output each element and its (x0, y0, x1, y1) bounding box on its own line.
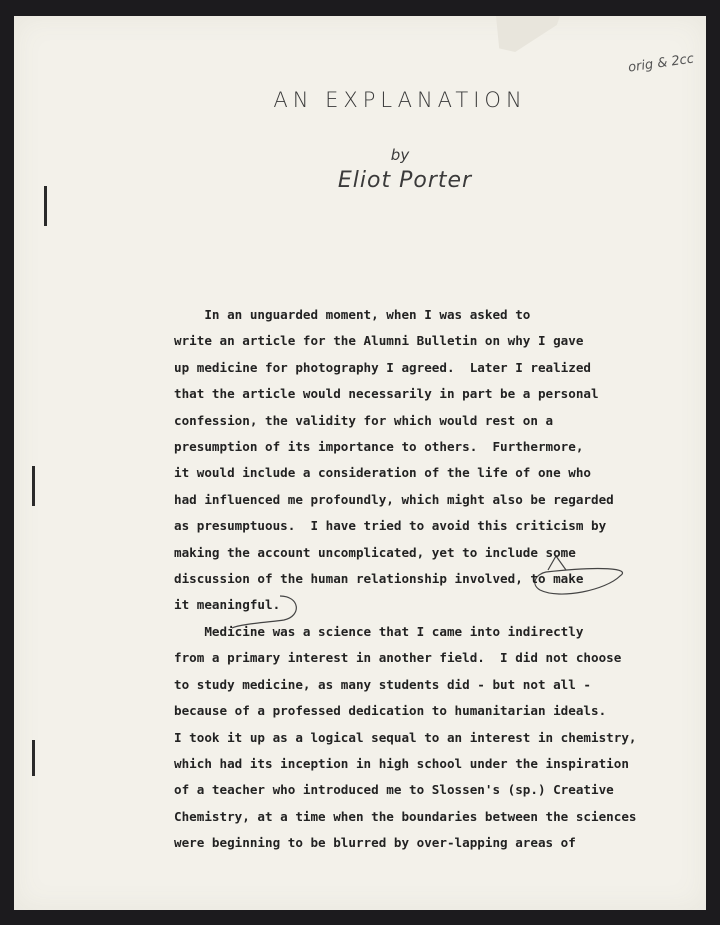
text-line: it meaningful. (174, 597, 281, 613)
text-line: which had its inception in high school under the inspiration (174, 755, 629, 771)
staple-hole-middle (32, 466, 35, 506)
author-name: Eliot Porter (337, 168, 473, 193)
page-title: AN EXPLANATION (273, 88, 527, 112)
text-line: it would include a consideration of the life of one who (174, 465, 592, 481)
text-line: confession, the validity for which would rest on a (174, 412, 554, 428)
text-line: that the article would necessarily in part be a personal (174, 386, 599, 402)
text-line: presumption of its importance to others. Furthermore, (174, 439, 584, 455)
byline: by (390, 146, 410, 164)
body-text (174, 302, 694, 857)
text-line: from a primary interest in another field. I did not choose (174, 650, 622, 666)
text-line: I took it up as a logical sequal to an interest in chemistry, (174, 729, 637, 745)
text-line: of a teacher who introduced me to Slossen's (sp.) Creative (174, 782, 614, 798)
text-line: In an unguarded moment, when I was asked to (174, 307, 531, 322)
text-line: write an article for the Alumni Bulletin on why I gave (174, 333, 584, 349)
text-line: up medicine for photography I agreed. Later I realized (174, 359, 592, 375)
text-line: to study medicine, as many students did - but not all - (174, 676, 592, 692)
text-line: Medicine was a science that I came into indirectly (174, 623, 584, 639)
text-line: because of a professed dedication to humanitarian ideals. (174, 703, 607, 719)
text-line: making the account uncomplicated, yet to include some (174, 544, 576, 560)
text-line: Chemistry, at a time when the boundaries between the sciences (174, 808, 637, 824)
staple-hole-bottom (32, 740, 35, 776)
corner-note: orig & 2cc (627, 51, 695, 76)
text-line: as presumptuous. I have tried to avoid this criticism by (174, 518, 607, 534)
text-line: had influenced me profoundly, which might also be regarded (174, 491, 614, 507)
text-line: were beginning to be blurred by over-lapping areas of (174, 835, 576, 851)
text-line: discussion of the human relationship involved, to make (174, 571, 584, 587)
